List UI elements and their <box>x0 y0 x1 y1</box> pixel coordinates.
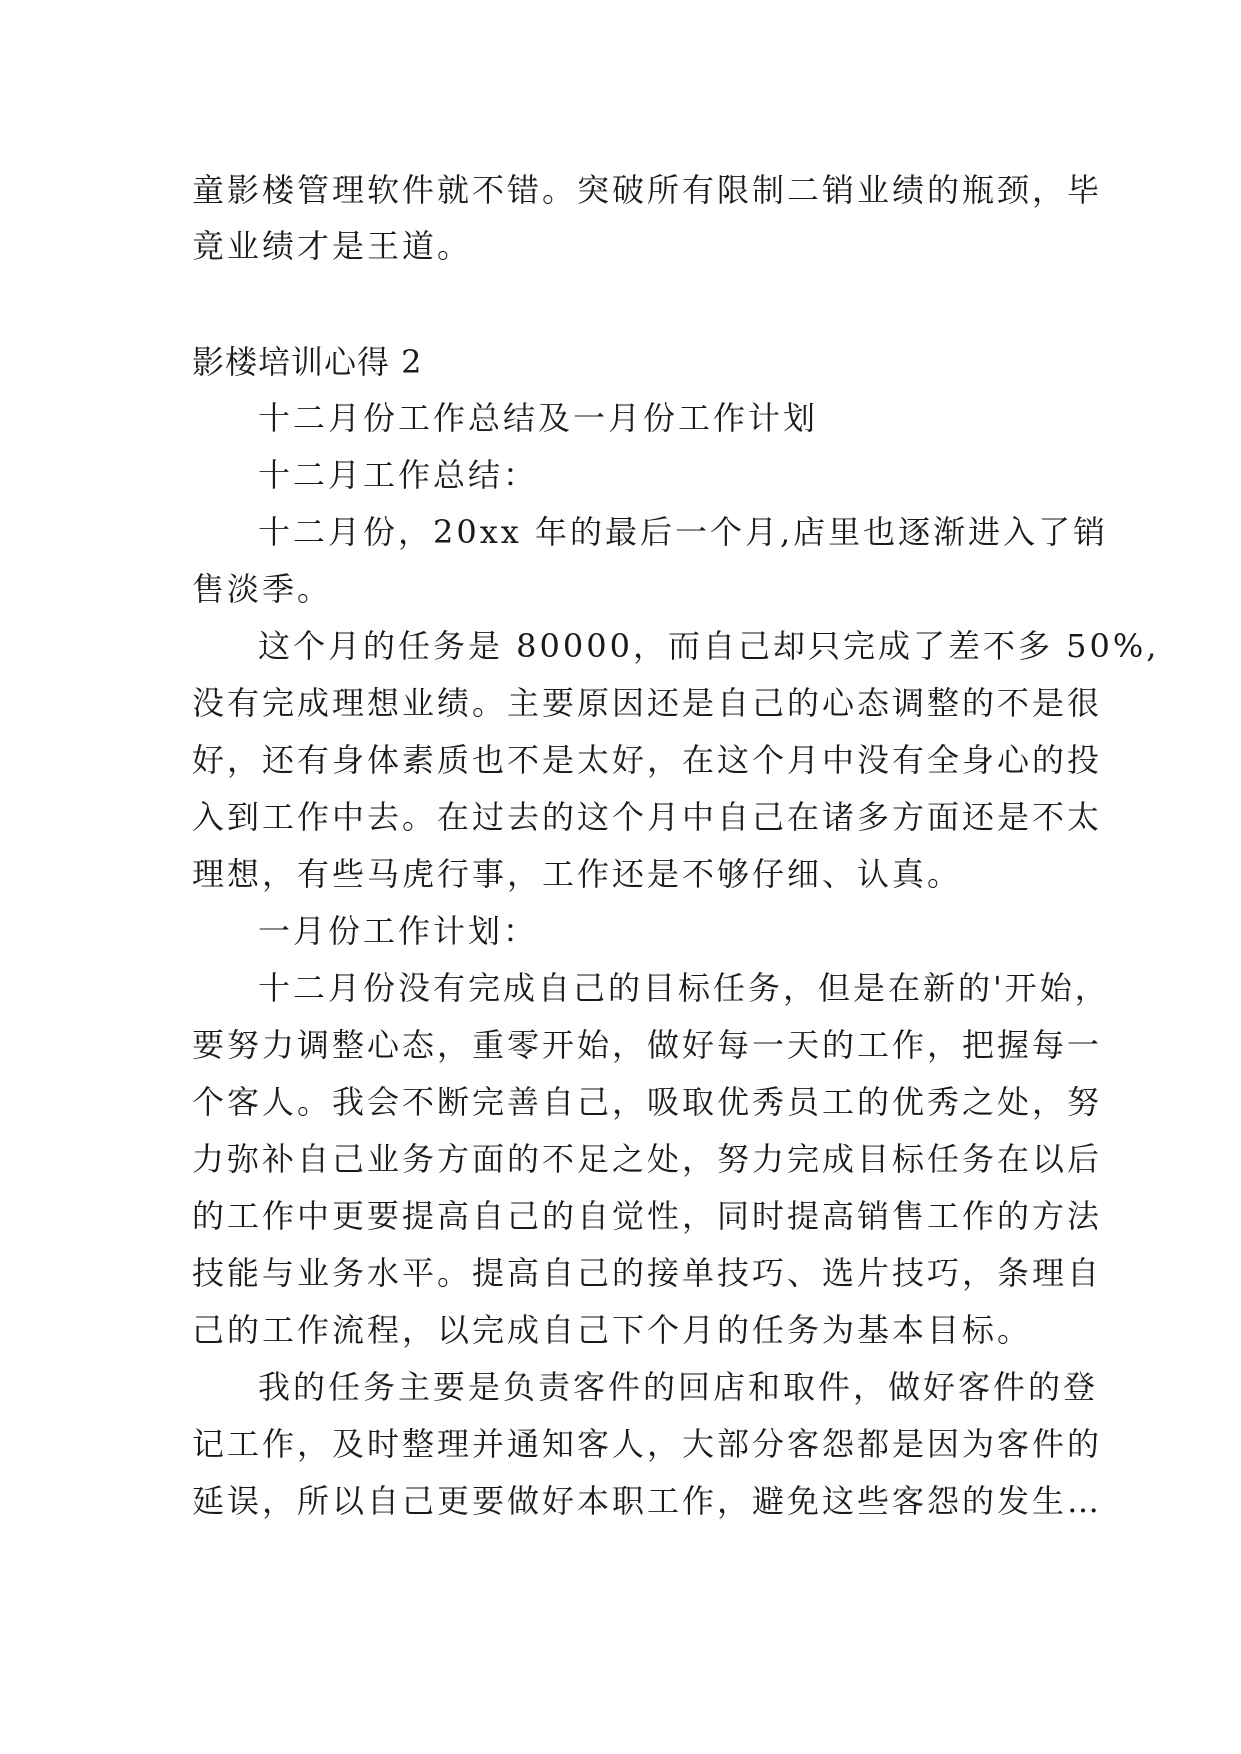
text-line: 十二月份，20xx 年的最后一个月,店里也逐渐进入了销 <box>258 513 1109 551</box>
text-line: 要努力调整心态，重零开始，做好每一天的工作，把握每一 <box>192 1026 1103 1064</box>
text-line: 技能与业务水平。提高自己的接单技巧、选片技巧，条理自 <box>192 1254 1103 1292</box>
text-line: 好，还有身体素质也不是太好，在这个月中没有全身心的投 <box>192 741 1103 779</box>
text-line: 售淡季。 <box>192 570 333 608</box>
subheading-january-plan: 一月份工作计划： <box>258 912 539 950</box>
section-heading: 影楼培训心得 2 <box>192 343 423 381</box>
text-line: 竟业绩才是王道。 <box>192 227 473 265</box>
text-line: 这个月的任务是 80000，而自己却只完成了差不多 50%, <box>258 627 1160 665</box>
text-line: 己的工作流程，以完成自己下个月的任务为基本目标。 <box>192 1311 1033 1349</box>
text-line: 个客人。我会不断完善自己，吸取优秀员工的优秀之处，努 <box>192 1083 1103 1121</box>
text-line: 理想，有些马虎行事，工作还是不够仔细、认真。 <box>192 855 963 893</box>
document-title: 十二月份工作总结及一月份工作计划 <box>258 399 819 437</box>
text-line: 十二月份没有完成自己的目标任务，但是在新的'开始， <box>258 969 1110 1007</box>
text-line: 没有完成理想业绩。主要原因还是自己的心态调整的不是很 <box>192 684 1103 722</box>
subheading-december-summary: 十二月工作总结： <box>258 456 539 494</box>
text-line: 我的任务主要是负责客件的回店和取件，做好客件的登 <box>258 1368 1099 1406</box>
text-line: 记工作，及时整理并通知客人，大部分客怨都是因为客件的 <box>192 1425 1103 1463</box>
text-line: 力弥补自己业务方面的不足之处，努力完成目标任务在以后 <box>192 1140 1103 1178</box>
text-line: 延误，所以自己更要做好本职工作，避免这些客怨的发生… <box>192 1482 1103 1520</box>
text-line: 童影楼管理软件就不错。突破所有限制二销业绩的瓶颈，毕 <box>192 171 1103 209</box>
text-line: 的工作中更要提高自己的自觉性，同时提高销售工作的方法 <box>192 1197 1103 1235</box>
text-line: 入到工作中去。在过去的这个月中自己在诸多方面还是不太 <box>192 798 1103 836</box>
